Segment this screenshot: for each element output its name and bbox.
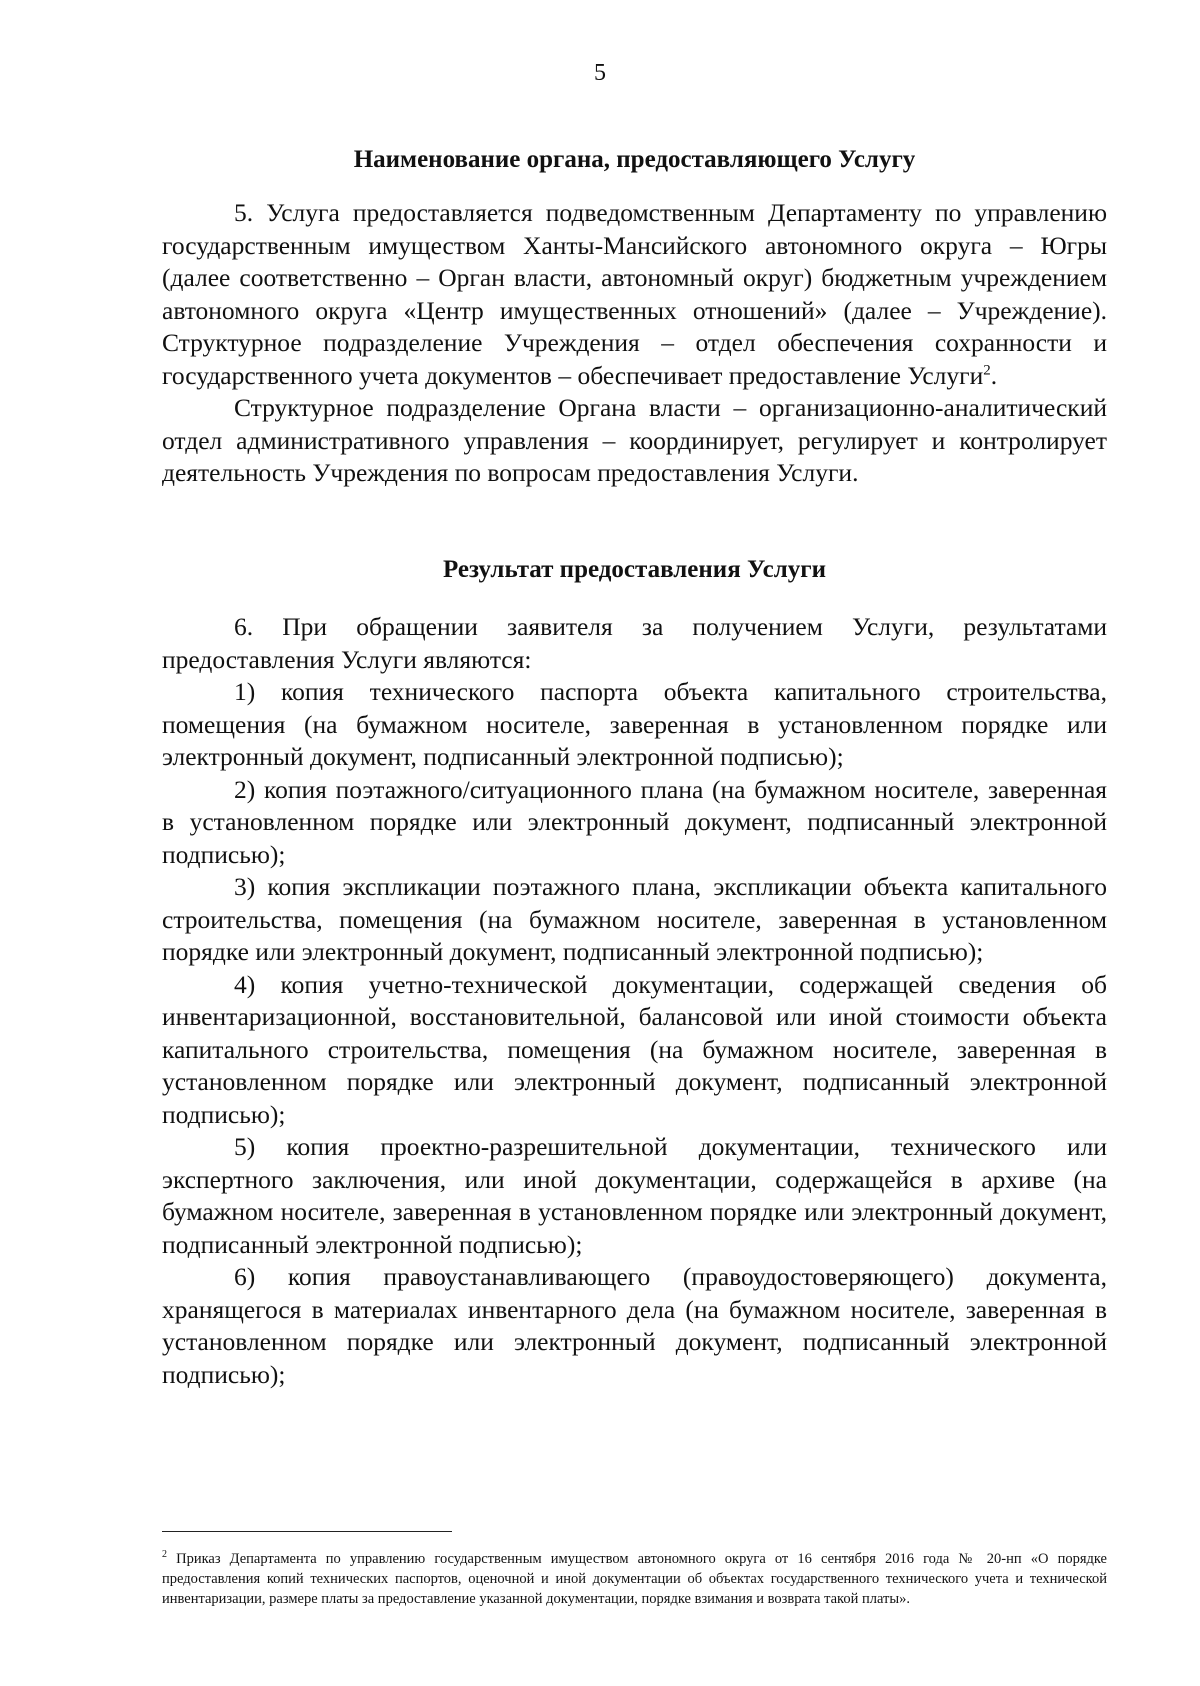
list-item-5: 5) копия проектно-разрешительной документации, технического или экспертного заключения, или иной документации, содержащейся в архиве (на бумажном носителе, заверенная в установленном порядке или электронный документ, подписанный электронной подписью); xyxy=(162,1132,1107,1259)
section-heading-authority: Наименование органа, предоставляющего Услугу xyxy=(353,146,916,173)
paragraph-5-text: 5. Услуга предоставляется подведомственным Департаменту по управлению государственным имуществом Ханты-Мансийского автономного округа – Югры (далее соответственно – Орган власти, автономный округ) бюджетным учреждением автономного округа «Центр имущественных отношений» (далее – Учреждение). Структурное подразделение Учреждения – отдел обеспечения сохранности и государственного учета документов – обеспечивает предоставление Услуги xyxy=(162,198,1107,390)
section-body-authority xyxy=(162,197,1107,490)
footnote-text: Приказ Департамента по управлению государственным имуществом автономного округа от 16 сентября 2016 года № 20-нп «О порядке предоставления копий технических паспортов, оценочной и иной документации об объектах государственного технического учета и технической инвентаризации, размере платы за предоставление указанной документации, порядке взимания и возврата такой платы». xyxy=(162,1551,1107,1607)
paragraph-5 xyxy=(162,197,1107,392)
footnote-divider xyxy=(162,1531,452,1532)
paragraph-6: 6. При обращении заявителя за получением Услуги, результатами предоставления Услуги являются: xyxy=(162,612,1107,674)
footnote-marker: 2 xyxy=(162,1549,167,1561)
list-item-2: 2) копия поэтажного/ситуационного плана (на бумажном носителе, заверенная в установленном порядке или электронный документ, подписанный электронной подписью); xyxy=(162,774,1107,869)
list-item-4: 4) копия учетно-технической документации, содержащей сведения об инвентаризационной, восстановительной, балансовой или иной стоимости объекта капитального строительства, помещения (на бумажном носителе, заверенная в установленном порядке или электронный документ, подписанный электронной подписью); xyxy=(162,969,1107,1129)
list-item-6: 6) копия правоустанавливающего (правоудостоверяющего) документа, хранящегося в материалах инвентарного дела (на бумажном носителе, заверенная в установленном порядке или электронный документ, подписанный электронной подписью); xyxy=(162,1262,1107,1389)
paragraph-5-end: . xyxy=(990,360,998,390)
page-number: 5 xyxy=(594,60,606,86)
paragraph-structural-unit: Структурное подразделение Органа власти – организационно-аналитический отдел административного управления – координирует, регулирует и контролирует деятельность Учреждения по вопросам предоставления Услуги. xyxy=(162,393,1107,487)
list-item-1: 1) копия технического паспорта объекта капитального строительства, помещения (на бумажном носителе, заверенная в установленном порядке или электронный документ, подписанный электронной подписью); xyxy=(162,677,1107,771)
section-body-result xyxy=(162,611,1107,1391)
section-heading-result: Результат предоставления Услуги xyxy=(442,556,826,583)
footnote xyxy=(162,1549,1107,1609)
list-item-3: 3) копия экспликации поэтажного плана, экспликации объекта капитального строительства, помещения (на бумажном носителе, заверенная в установленном порядке или электронный документ, подписанный электронной подписью); xyxy=(162,872,1107,966)
footnote-ref: 2 xyxy=(983,362,991,378)
